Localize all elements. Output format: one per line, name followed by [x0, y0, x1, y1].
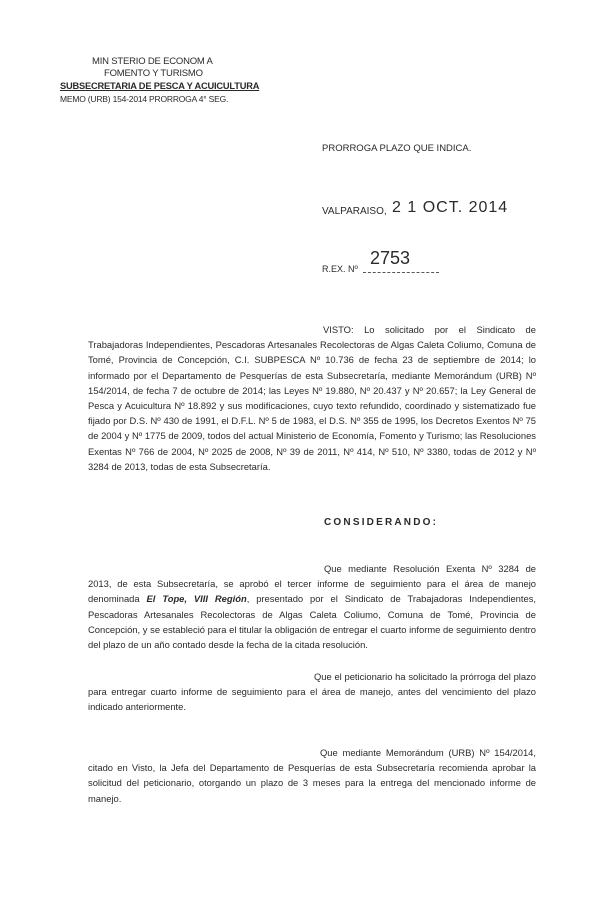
considerando-p1-a: Que mediante Resolución Exenta Nº 3284 de 2013, de esta Subsecretaría, se aprobó el tercer informe de seguimiento para el área de manejo denominada [88, 563, 536, 605]
subsecretaria-title: SUBSECRETARIA DE PESCA Y ACUICULTURA [60, 81, 260, 91]
rex-underline [363, 272, 439, 273]
ministry-line-1: MIN STERIO DE ECONOM A [92, 56, 213, 67]
city-label: VALPARAISO, [322, 206, 387, 217]
memo-reference: MEMO (URB) 154-2014 PRORROGA 4° SEG. [60, 94, 229, 104]
rex-number: 2753 [370, 248, 411, 268]
date-stamp: 2 1 OCT. 2014 [392, 199, 509, 216]
considerando-p1-b: , presentado por el Sindicato de Trabajadoras Independientes, Pescadoras Artesanales Recolectoras de Algas Caleta Coliumo, Comuna de Tomé, Provincia de Concepción, y se estableció para el titular la obligación de entregar el cuarto informe de seguimiento dentro del plazo de un año contado desde la fecha de la citada resolución. [88, 593, 536, 651]
considerando-paragraph-1 [88, 561, 536, 652]
document-subject: PRORROGA PLAZO QUE INDICA. [322, 143, 472, 154]
considerando-p3: Que mediante Memorándum (URB) Nº 154/2014, citado en Visto, la Jefa del Departamento de Pesquerías de esta Subsecretaría recomienda aprobar la solicitud del peticionario, otorgando un plazo de 3 meses para la entrega del mencionado informe de manejo. [88, 747, 536, 804]
visto-paragraph [88, 322, 536, 474]
considerando-title: CONSIDERANDO: [324, 517, 439, 528]
considerando-p2: Que el peticionario ha solicitado la prórroga del plazo para entregar cuarto informe de seguimiento para el área de manejo, antes del vencimiento del plazo indicado anteriormente. [88, 671, 536, 713]
ministry-line-2: FOMENTO Y TURISMO [104, 68, 203, 79]
considerando-paragraph-2 [88, 669, 536, 715]
visto-lead: VISTO: [323, 324, 354, 335]
rex-label: R.EX. Nº [322, 264, 358, 274]
considerando-paragraph-3 [88, 745, 536, 806]
visto-text: Lo solicitado por el Sindicato de Trabajadoras Independientes, Pescadoras Artesanales Recolectoras de Algas Caleta Coliumo, Comuna de Tomé, Provincia de Concepción, C.I. SUBPESCA Nº 10.736 de fecha 23 de septiembre de 2014; lo informado por el Departamento de Pesquerías de esta Subsecretaría, mediante Memorándum (URB) Nº 154/2014, de fecha 7 de octubre de 2014; las Leyes Nº 19.880, Nº 20.437 y Nº 20.657; la Ley General de Pesca y Acuicultura Nº 18.892 y sus modificaciones, cuyo texto refundido, coordinado y sistematizado fue fijado por D.S. Nº 430 de 1991, el D.F.L. Nº 5 de 1983, el D.S. Nº 355 de 1995, los Decretos Exentos Nº 75 de 2004 y Nº 1775 de 2009, todos del actual Ministerio de Economía, Fomento y Turismo; las Resoluciones Exentas Nº 766 de 2004, Nº 2025 de 2008, Nº 39 de 2011, Nº 414, Nº 510, Nº 3380, todas de 2012 y Nº 3284 de 2013, todas de esta Subsecretaría. [88, 324, 536, 472]
area-name: El Tope, VIII Región [146, 593, 247, 605]
